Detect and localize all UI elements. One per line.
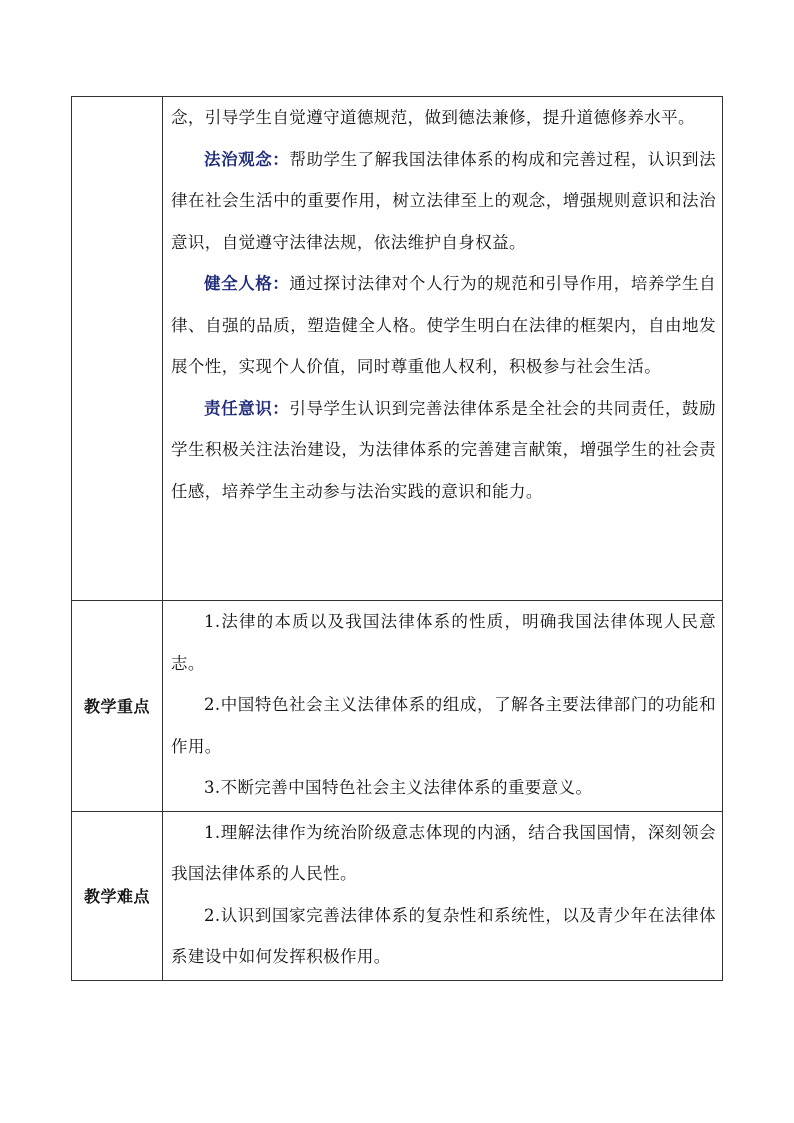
paragraph-morality-continued <box>171 97 716 139</box>
paragraph-keyword: 法治观念： <box>204 149 290 169</box>
key-points-cell <box>163 601 723 812</box>
key-point-item: 1.法律的本质以及我国法律体系的性质，明确我国法律体现人民意志。 <box>171 612 716 673</box>
difficult-points-cell <box>163 811 723 980</box>
literacy-goals-cell <box>163 97 723 601</box>
row-label-empty <box>72 97 163 601</box>
table-row-literacy-continued <box>72 97 723 601</box>
row-label-difficult-points: 教学难点 <box>72 811 163 980</box>
paragraph-text: 念，引导学生自觉遵守道德规范，做到德法兼修，提升道德修养水平。 <box>171 108 695 127</box>
paragraph-text: 通过探讨法律对个人行为的规范和引导作用，培养学生自律、自强的品质，塑造健全人格。使学生明白在法律的框架内，自由地发展个性，实现个人价值，同时尊重他人权利，积极参与社会生活。 <box>171 274 717 376</box>
lesson-plan-table <box>71 96 723 981</box>
table-row-key-points <box>72 601 723 812</box>
table-row-difficult-points <box>72 811 723 980</box>
key-point-item: 2.中国特色社会主义法律体系的组成，了解各主要法律部门的功能和作用。 <box>171 695 716 756</box>
difficult-point-item: 1.理解法律作为统治阶级意志体现的内涵，结合我国国情，深刻领会我国法律体系的人民性。 <box>171 822 716 883</box>
key-point-item: 3.不断完善中国特色社会主义法律体系的重要意义。 <box>204 778 593 797</box>
paragraph-sound-personality <box>171 263 716 388</box>
paragraph-responsibility <box>171 388 716 513</box>
row-label-key-points: 教学重点 <box>72 601 163 812</box>
difficult-point-item: 2.认识到国家完善法律体系的复杂性和系统性，以及青少年在法律体系建设中如何发挥积极作用。 <box>171 905 716 966</box>
paragraph-keyword: 健全人格： <box>204 274 290 293</box>
paragraph-rule-of-law <box>171 139 716 264</box>
paragraph-keyword: 责任意识： <box>204 398 290 418</box>
paragraph-text: 帮助学生了解我国法律体系的构成和完善过程，认识到法律在社会生活中的重要作用，树立法律至上的观念，增强规则意识和法治意识，自觉遵守法律法规，依法维护自身权益。 <box>171 149 717 252</box>
paragraph-text: 引导学生认识到完善法律体系是全社会的共同责任，鼓励学生积极关注法治建设，为法律体系的完善建言献策，增强学生的社会责任感，培养学生主动参与法治实践的意识和能力。 <box>171 398 717 501</box>
